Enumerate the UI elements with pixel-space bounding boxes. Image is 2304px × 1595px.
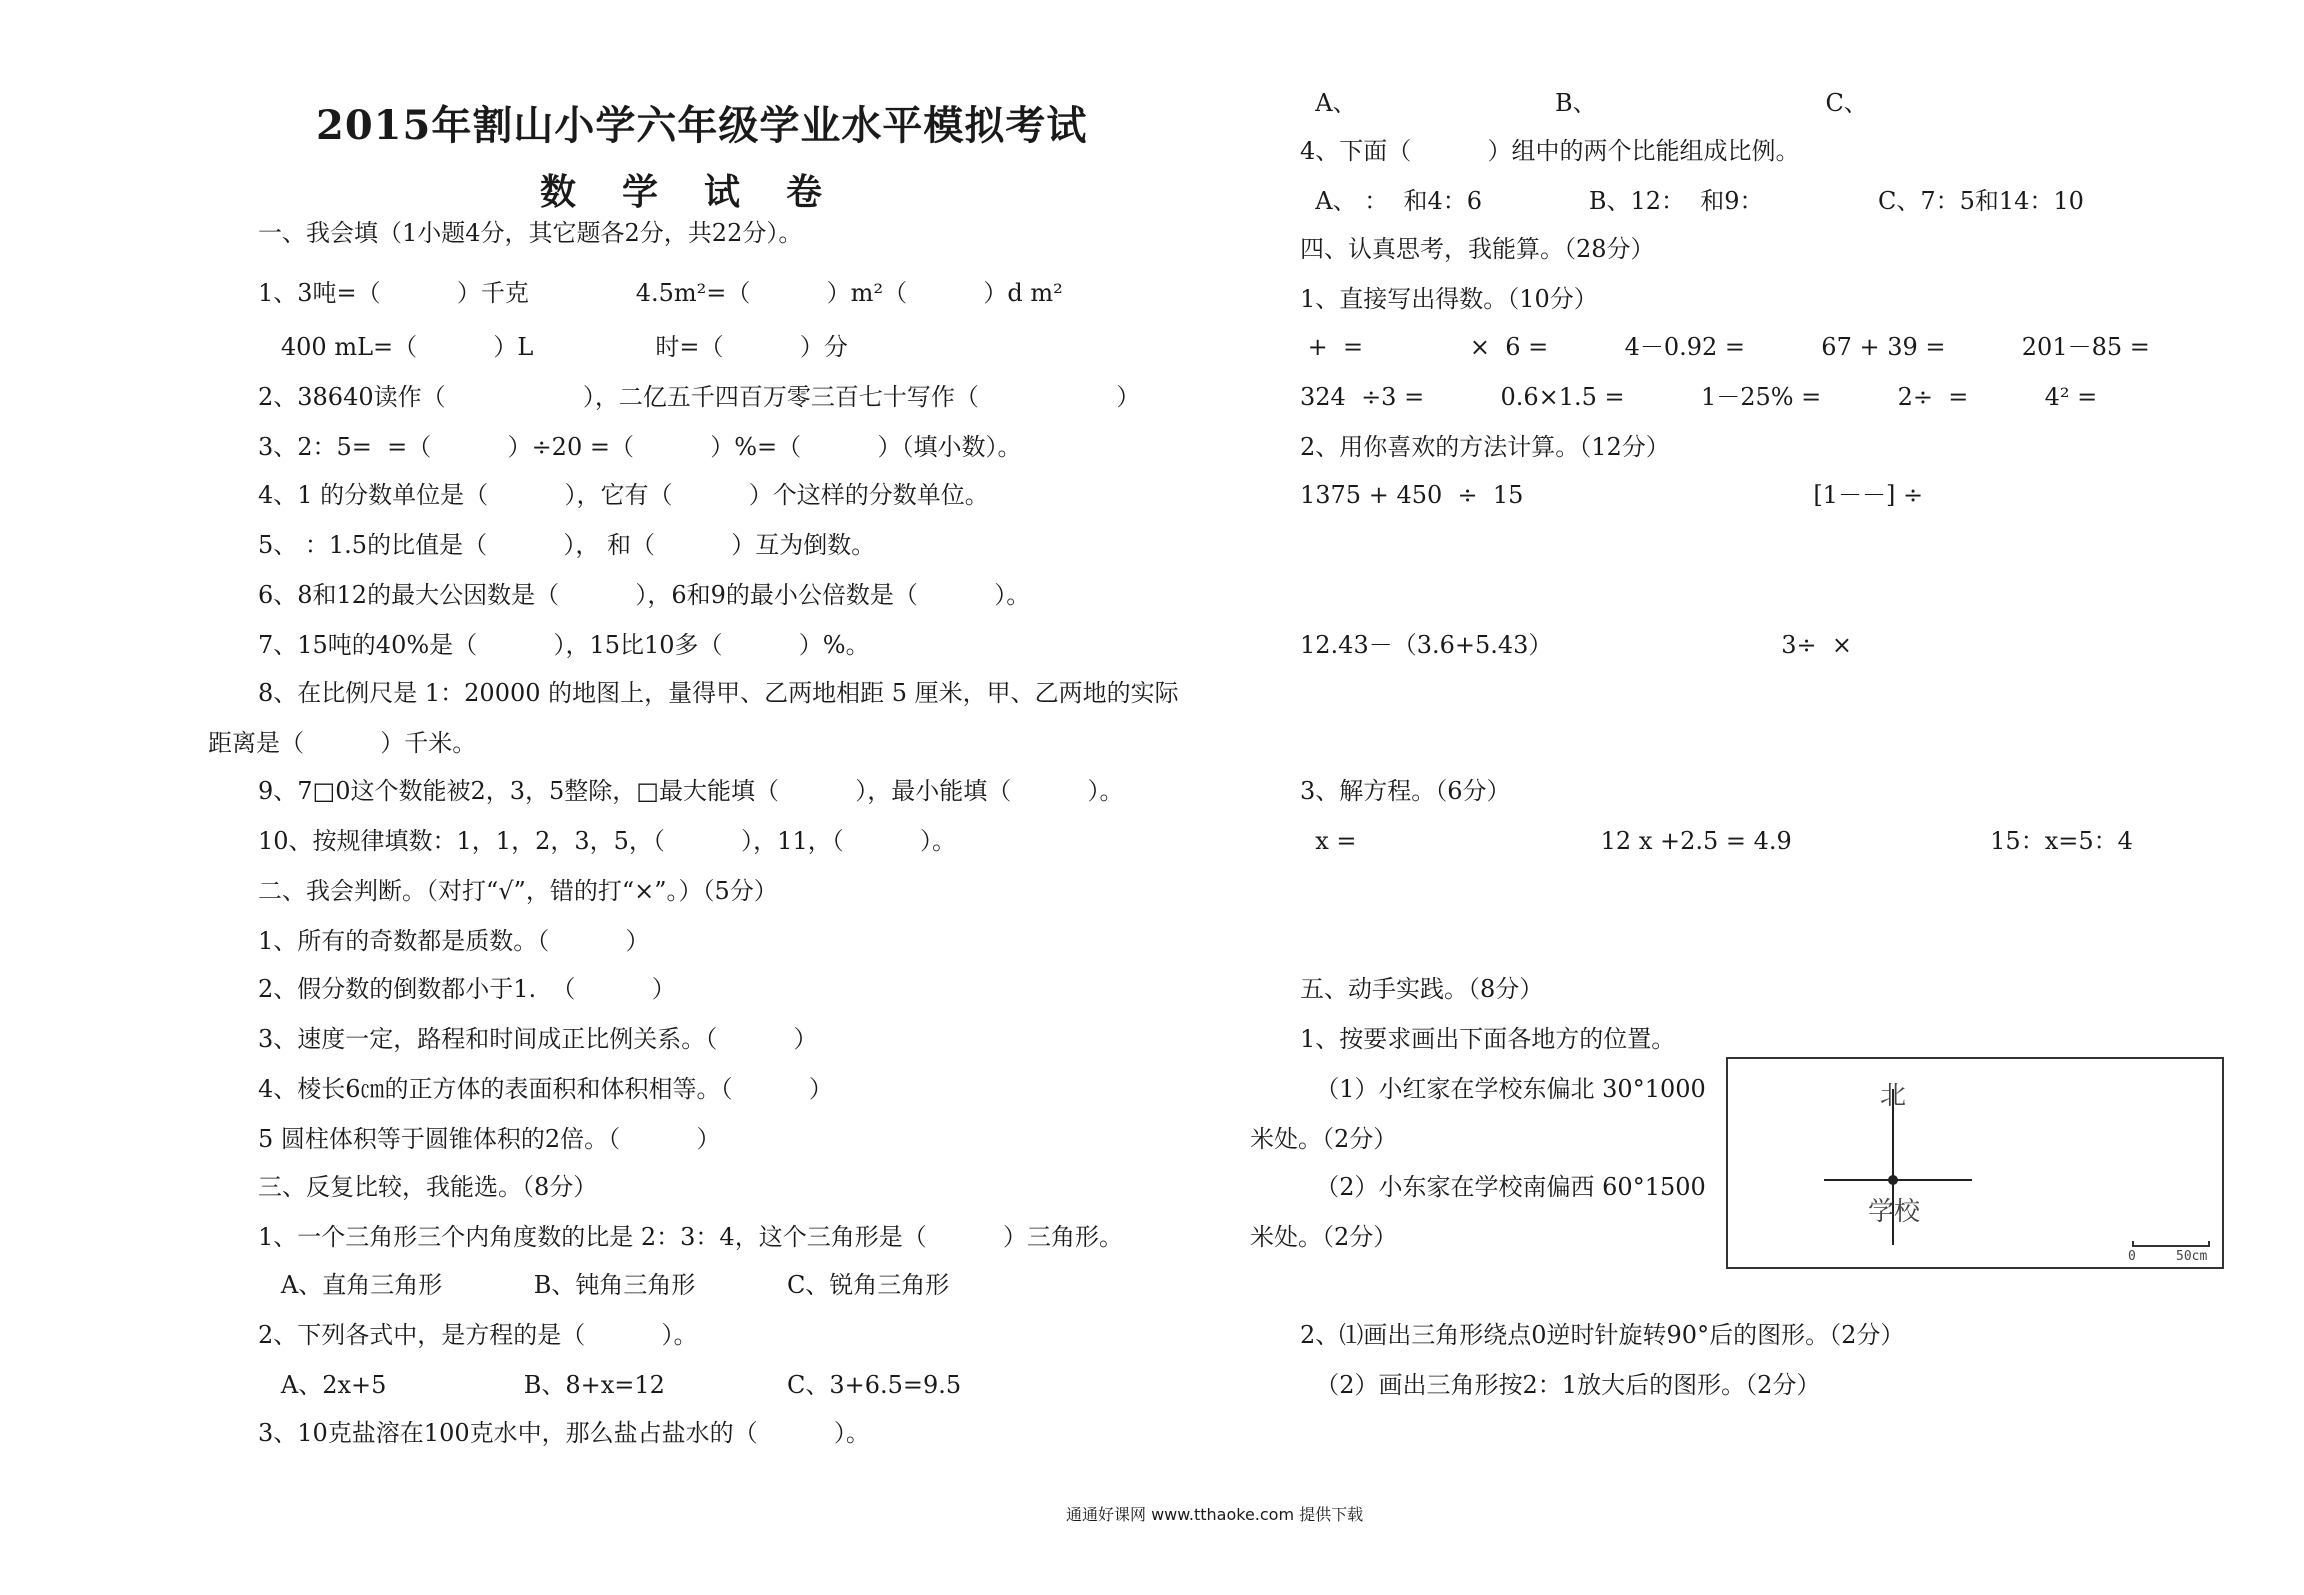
right-line-5: + = × 6 = 4－0.92 = 67 + 39 = 201－85 =	[1300, 333, 2150, 361]
map-origin-dot	[1888, 1175, 1898, 1185]
right-line-16: （2）小东家在学校南偏西 60°1500	[1300, 1173, 1706, 1201]
left-line-9: 8、在比例尺是 1：20000 的地图上，量得甲、乙两地相距 5 厘米，甲、乙两地的实际	[258, 679, 1179, 707]
page-title: 2015年割山小学六年级学业水平模拟考试	[316, 102, 1088, 149]
left-line-1: 1、3吨=（ ）千克 4.5m²=（ ）m²（ ）d m²	[258, 279, 1063, 307]
right-line-6: 324 ÷3 = 0.6×1.5 = 1－25% = 2÷ = 4² =	[1300, 383, 2098, 411]
left-line-6: 5、 ：1.5的比值是（ ）， 和（ ）互为倒数。	[258, 531, 876, 559]
right-line-12: 五、动手实践。（8分）	[1300, 975, 1544, 1003]
right-line-18: 2、⑴画出三角形绕点0逆时针旋转90°后的图形。（2分）	[1300, 1321, 1905, 1349]
map-scale-fifty: 50cm	[2176, 1249, 2208, 1264]
right-line-15: 米处。（2分）	[1250, 1125, 1398, 1153]
left-line-21: A、直角三角形 B、钝角三角形 C、锐角三角形	[258, 1271, 950, 1299]
left-line-0: 一、我会填（1小题4分，其它题各2分，共22分）。	[258, 219, 803, 247]
left-line-14: 1、所有的奇数都是质数。（ ）	[258, 927, 650, 955]
right-line-9: 12.43－（3.6+5.43） 3÷ ×	[1300, 631, 1853, 659]
footer-credit: 通通好课网 www.tthaoke.com 提供下载	[1066, 1505, 1364, 1524]
right-line-13: 1、按要求画出下面各地方的位置。	[1300, 1025, 1676, 1053]
map-scale-bar	[2132, 1241, 2210, 1247]
left-line-12: 10、按规律填数：1，1，2，3，5，（ ），11，（ ）。	[258, 827, 957, 855]
left-line-2: 400 mL=（ ）L 时=（ ）分	[258, 333, 848, 361]
left-line-22: 2、下列各式中，是方程的是（ ）。	[258, 1321, 698, 1349]
direction-map	[1726, 1057, 2224, 1269]
map-horizontal-axis	[1824, 1179, 1972, 1181]
right-line-7: 2、用你喜欢的方法计算。（12分）	[1300, 433, 1670, 461]
left-line-15: 2、假分数的倒数都小于1. （ ）	[258, 975, 676, 1003]
left-line-17: 4、棱长6㎝的正方体的表面积和体积相等。（ ）	[258, 1075, 833, 1103]
left-line-5: 4、1 的分数单位是（ ），它有（ ）个这样的分数单位。	[258, 481, 989, 509]
right-line-3: 四、认真思考，我能算。（28分）	[1300, 235, 1655, 263]
right-line-10: 3、解方程。（6分）	[1300, 777, 1511, 805]
left-line-8: 7、15吨的40%是（ ），15比10多（ ）%。	[258, 631, 870, 659]
left-line-10: 距离是（ ）千米。	[208, 729, 477, 757]
right-line-4: 1、直接写出得数。（10分）	[1300, 285, 1598, 313]
page-subtitle: 数学试卷	[540, 171, 869, 213]
left-line-18: 5 圆柱体积等于圆锥体积的2倍。（ ）	[258, 1125, 721, 1153]
left-line-7: 6、8和12的最大公因数是（ ），6和9的最小公倍数是（ ）。	[258, 581, 1031, 609]
left-line-20: 1、一个三角形三个内角度数的比是 2：3：4，这个三角形是（ ）三角形。	[258, 1223, 1123, 1251]
left-line-13: 二、我会判断。（对打“√”，错的打“×”。）（5分）	[258, 877, 778, 905]
map-school-label: 学校	[1868, 1197, 1921, 1227]
left-line-16: 3、速度一定，路程和时间成正比例关系。（ ）	[258, 1025, 818, 1053]
left-line-11: 9、7□0这个数能被2，3，5整除，□最大能填（ ），最小能填（ ）。	[258, 777, 1124, 805]
right-line-17: 米处。（2分）	[1250, 1223, 1398, 1251]
left-line-24: 3、10克盐溶在100克水中，那么盐占盐水的（ ）。	[258, 1419, 870, 1447]
right-line-0: A、 B、 C、	[1300, 89, 1868, 117]
left-line-3: 2、38640读作（ ），二亿五千四百万零三百七十写作（ ）	[258, 383, 1141, 411]
left-line-4: 3、2：5= =（ ）÷20 =（ ）%=（ ）（填小数）。	[258, 433, 1022, 461]
map-scale-zero: 0	[2128, 1249, 2136, 1264]
right-line-1: 4、下面（ ）组中的两个比能组成比例。	[1300, 137, 1800, 165]
right-line-11: x = 12 x +2.5 = 4.9 15：x=5：4	[1300, 827, 2133, 855]
right-line-14: （1）小红家在学校东偏北 30°1000	[1300, 1075, 1706, 1103]
right-line-2: A、 ： 和4：6 B、12： 和9： C、7：5和14：10	[1300, 187, 2084, 215]
left-line-23: A、2x+5 B、8+x=12 C、3+6.5=9.5	[258, 1371, 962, 1399]
right-line-19: （2）画出三角形按2：1放大后的图形。（2分）	[1300, 1371, 1821, 1399]
right-line-8: 1375 + 450 ÷ 15 [1－－] ÷	[1300, 481, 1924, 509]
map-north-label: 北	[1880, 1081, 1907, 1111]
left-line-19: 三、反复比较，我能选。（8分）	[258, 1173, 598, 1201]
